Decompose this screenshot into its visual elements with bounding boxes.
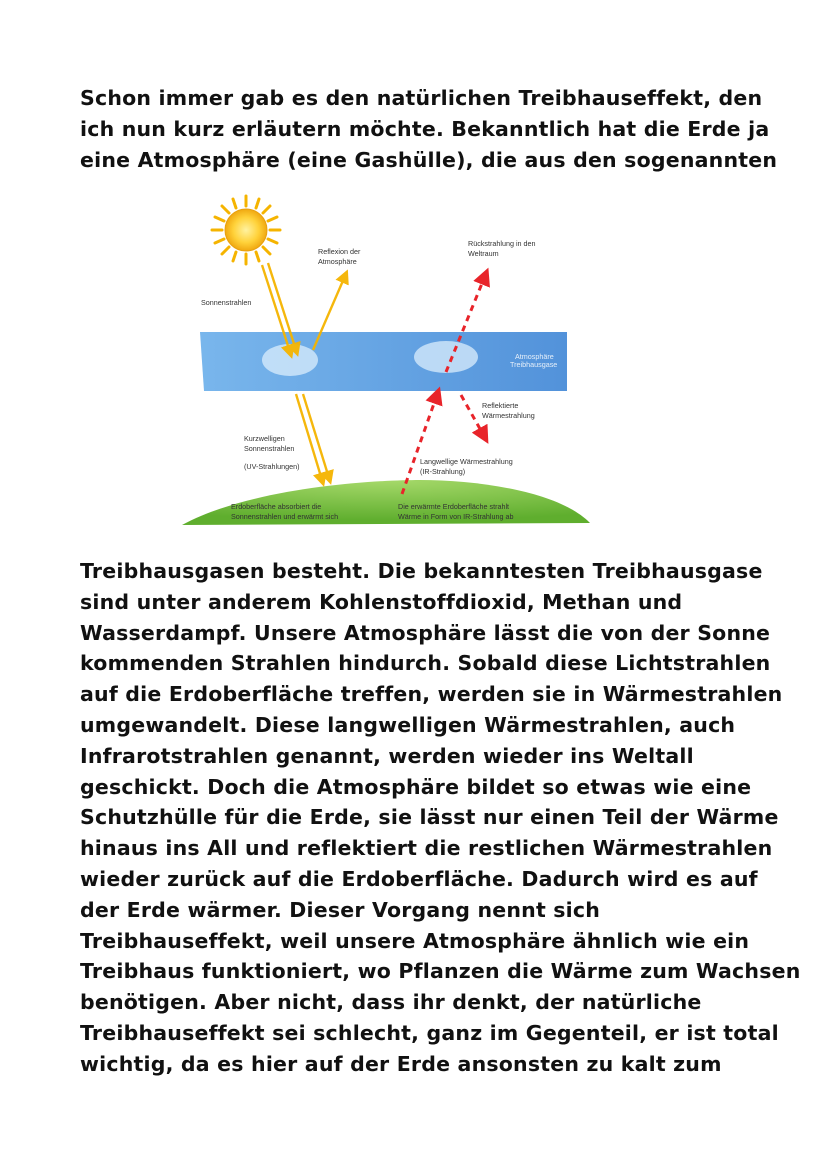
label-kurzwellig: Kurzwelligen (244, 434, 285, 443)
label-reflexion: Reflexion der (318, 247, 361, 256)
label-ir: (IR-Strahlung) (420, 467, 466, 476)
text-line: ich nun kurz erläutern möchte. Bekanntlich hat die Erde ja (80, 116, 770, 141)
text-line: eine Atmosphäre (eine Gashülle), die aus den sogenannten (80, 147, 778, 172)
greenhouse-effect-diagram (0, 0, 828, 560)
label-ground-right: Die erwärmte Erdoberfläche strahlt (398, 502, 510, 511)
text-line: Treibhaus funktioniert, wo Pflanzen die Wärme zum Wachsen (80, 959, 801, 984)
label-reflektierte-2: Wärmestrahlung (482, 411, 535, 420)
label-reflexion-2: Atmosphäre (318, 257, 357, 266)
text-line: umgewandelt. Diese langwelligen Wärmestrahlen, auch (80, 712, 736, 737)
label-reflektierte: Reflektierte (482, 401, 519, 410)
text-line: auf die Erdoberfläche treffen, werden sie in Wärmestrahlen (80, 682, 783, 707)
label-sonnenstrahlen: Sonnenstrahlen (201, 298, 252, 307)
text-line: Treibhausgasen besteht. Die bekanntesten Treibhausgase (80, 559, 763, 583)
text-line: Treibhauseffekt sei schlecht, ganz im Gegenteil, er ist total (80, 1020, 779, 1045)
label-ground-left: Erdoberfläche absorbiert die (231, 502, 322, 511)
body-paragraph (80, 556, 801, 1080)
text-line: benötigen. Aber nicht, dass ihr denkt, der natürliche (80, 990, 702, 1015)
label-ground-left-2: Sonnenstrahlen und erwärmt sich (231, 512, 339, 521)
sun-icon (212, 196, 280, 264)
text-line: wieder zurück auf die Erdoberfläche. Dadurch wird es auf (80, 866, 758, 891)
label-uv: (UV-Strahlungen) (244, 462, 300, 471)
text-line: Schutzhülle für die Erde, sie lässt nur einen Teil der Wärme (80, 805, 779, 830)
text-line: Treibhauseffekt, weil unsere Atmosphäre ähnlich wie ein (80, 928, 750, 953)
text-line: Infrarotstrahlen genannt, werden wieder ins Weltall (80, 743, 694, 768)
text-line: Schon immer gab es den natürlichen Treibhauseffekt, den (80, 86, 763, 110)
text-line: kommenden Strahlen hindurch. Sobald diese Lichtstrahlen (80, 651, 771, 676)
text-line: hinaus ins All und reflektiert die restlichen Wärmestrahlen (80, 836, 773, 861)
label-langwellig: Langwellige Wärmestrahlung (420, 457, 513, 466)
shortwave-rays (296, 394, 329, 480)
label-rueckstrahlung-2: Weltraum (468, 249, 499, 258)
label-rueckstrahlung: Rückstrahlung in den (468, 239, 536, 248)
text-line: sind unter anderem Kohlenstoffdioxid, Methan und (80, 589, 683, 614)
label-atmosphaere: Atmosphäre (515, 352, 554, 361)
text-line: geschickt. Doch die Atmosphäre bildet so etwas wie eine (80, 774, 752, 799)
text-line: wichtig, da es hier auf der Erde ansonsten zu kalt zum (80, 1051, 722, 1076)
label-treibhausgase: Treibhausgase (510, 360, 558, 369)
text-line: der Erde wärmer. Dieser Vorgang nennt sich (80, 897, 601, 922)
label-kurzwellig-2: Sonnenstrahlen (244, 444, 295, 453)
label-ground-right-2: Wärme in Form von IR-Strahlung ab (398, 512, 514, 521)
text-line: Wasserdampf. Unsere Atmosphäre lässt die von der Sonne (80, 620, 771, 645)
